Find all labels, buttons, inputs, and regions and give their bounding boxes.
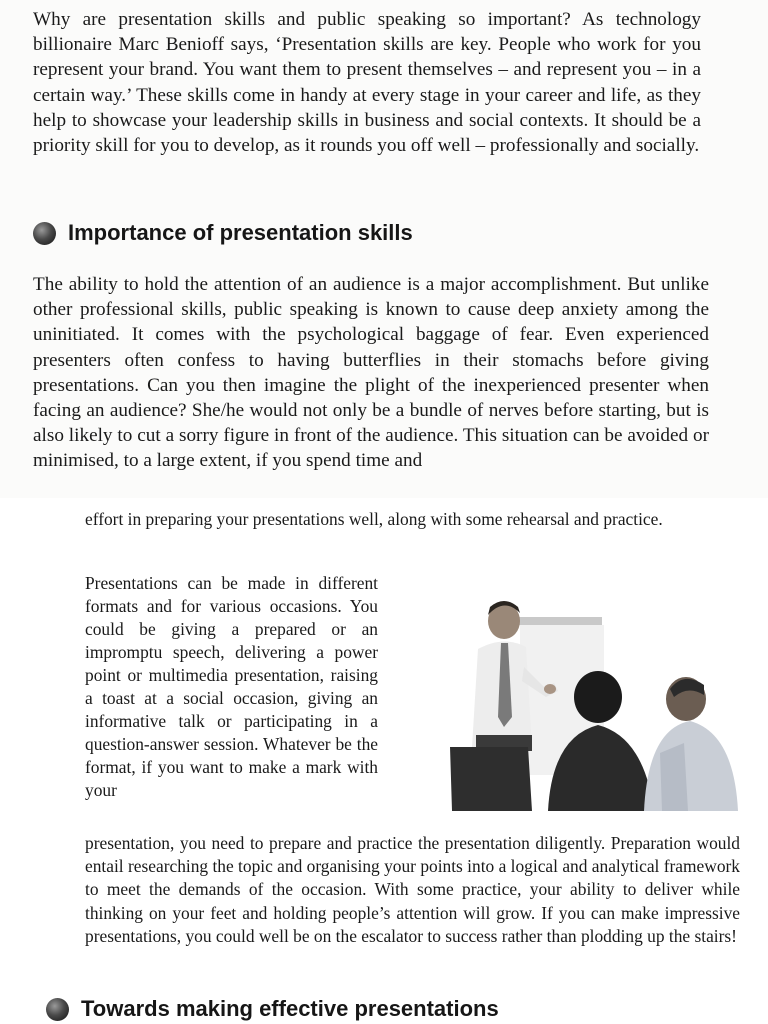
section-heading-towards-text: Towards making effective presentations	[81, 996, 499, 1021]
importance-paragraph: The ability to hold the attention of an audience is a major accomplishment. But unlike other professional skills, public speaking is known to cause deep anxiety among the uninitiated. It comes with the psychological baggage of fear. Even experienced presenters often confess to having butterflies in their stomachs before giving presentations. Can you then imagine the plight of the inexperienced presenter when facing an audience? She/he would not only be a bundle of nerves before starting, but is also likely to cut a sorry figure in front of the audience. This situation can be avoided or minimised, to a large extent, if you spend time and	[33, 274, 709, 472]
formats-paragraph: Presentations can be made in different formats and for various occasions. You could be giving a prepared or an impromptu speech, delivering a power point or multimedia presentation, raising a toast at a social occasion, giving an informative talk or participating in a question-answer session. Whatever be the format, if you want to make a mark with your	[85, 573, 378, 800]
sphere-bullet-icon	[46, 998, 69, 1021]
preparation-paragraph: presentation, you need to prepare and practice the presentation diligently. Preparation would entail researching the topic and organising your points into a logical and analytical framework to meet the demands of the occasion. With some practice, your ability to deliver while thinking on your feet and holding people’s attention will grow. If you can make impressive presentations, you could well be on the escalator to success rather than plodding up the stairs!	[85, 833, 741, 946]
intro-paragraph: Why are presentation skills and public speaking so important? As technology billionaire Marc Benioff says, ‘Presentation skills are key. People who work for you represent your brand. You want them to present themselves – and represent you – in a certain way.’ These skills come in handy at every stage in your career and life, as they help to showcase your leadership skills in business and social contexts. It should be a priority skill for you to develop, as it rounds you off well – professionally and socially.	[33, 9, 701, 157]
presentation-photo	[448, 597, 740, 811]
section-heading-importance	[33, 220, 413, 246]
section-heading-towards	[46, 996, 499, 1022]
section-heading-importance-text: Importance of presentation skills	[68, 220, 413, 245]
presenter-audience-illustration	[448, 597, 740, 811]
continuation-paragraph: effort in preparing your presentations well, along with some rehearsal and practice.	[85, 509, 663, 529]
sphere-bullet-icon	[33, 222, 56, 245]
